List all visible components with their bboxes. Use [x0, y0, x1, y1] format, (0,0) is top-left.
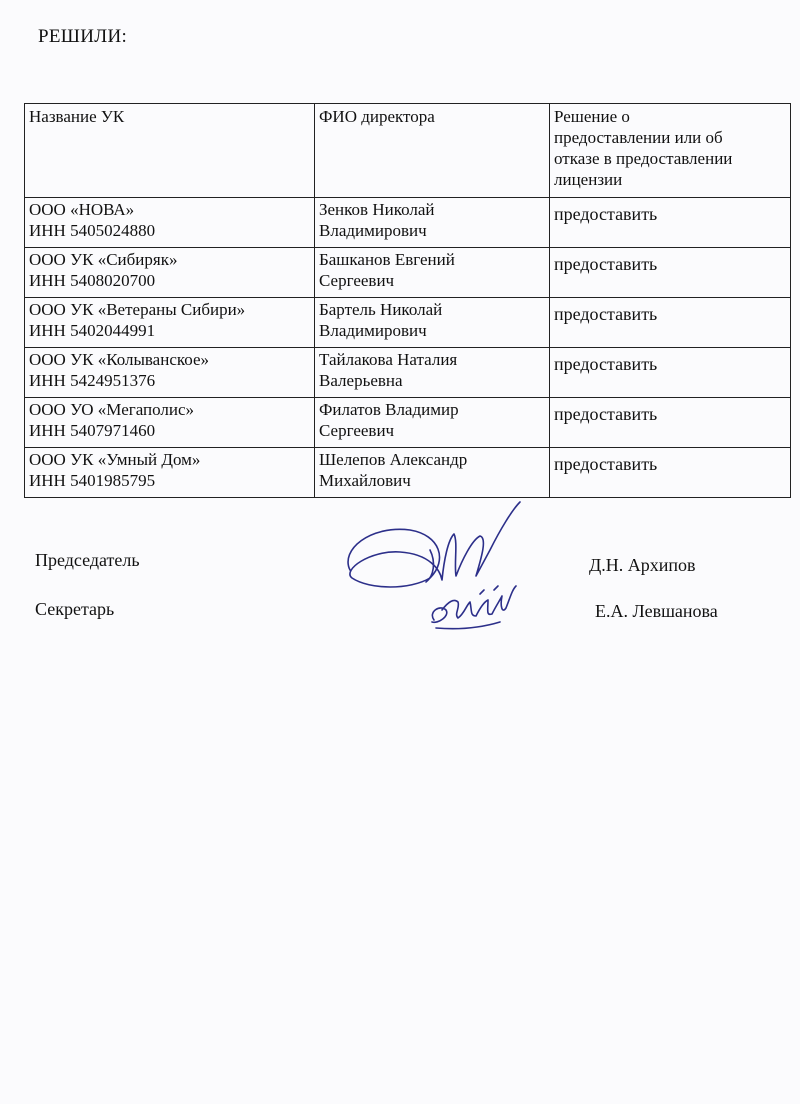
director-name-line: Бартель Николай — [319, 300, 443, 319]
secretary-signature-stroke — [436, 622, 500, 629]
decision-cell: предоставить — [550, 248, 791, 298]
company-name: ООО «НОВА» — [29, 200, 135, 219]
secretary-signature-stroke — [480, 586, 498, 594]
header-decision — [550, 104, 791, 198]
director-cell — [315, 298, 550, 348]
table-row — [25, 198, 791, 248]
license-decisions-table — [24, 103, 791, 498]
signature-graphic — [330, 490, 540, 650]
company-cell — [25, 348, 315, 398]
company-inn: ИНН 5402044991 — [29, 321, 156, 340]
company-name: ООО УК «Умный Дом» — [29, 450, 201, 469]
director-name-line: Владимирович — [319, 221, 427, 240]
header-decision-line: предоставлении или об — [554, 128, 723, 147]
company-inn: ИНН 5401985795 — [29, 471, 156, 490]
director-name-line: Валерьевна — [319, 371, 403, 390]
decision-heading: РЕШИЛИ: — [38, 26, 128, 47]
header-decision-line: Решение о — [554, 107, 630, 126]
director-name-line: Зенков Николай — [319, 200, 435, 219]
company-name: ООО УК «Ветераны Сибири» — [29, 300, 246, 319]
chairman-name: Д.Н. Архипов — [589, 555, 696, 575]
company-inn: ИНН 5405024880 — [29, 221, 156, 240]
director-name-line: Башканов Евгений — [319, 250, 455, 269]
chairman-role: Председатель — [35, 550, 140, 570]
company-name: ООО УО «Мегаполис» — [29, 400, 195, 419]
company-inn: ИНН 5408020700 — [29, 271, 156, 290]
table-row — [25, 248, 791, 298]
header-decision-line: отказе в предоставлении — [554, 149, 733, 168]
table-row — [25, 348, 791, 398]
secretary-role: Секретарь — [35, 599, 115, 619]
decision-cell: предоставить — [550, 448, 791, 498]
director-name-line: Шелепов Александр — [319, 450, 468, 469]
company-name: ООО УК «Колыванское» — [29, 350, 210, 369]
director-name-line: Тайлакова Наталия — [319, 350, 458, 369]
decision-cell: предоставить — [550, 398, 791, 448]
company-inn: ИНН 5424951376 — [29, 371, 156, 390]
secretary-signature-stroke — [432, 586, 516, 622]
director-cell — [315, 248, 550, 298]
company-cell — [25, 248, 315, 298]
decision-cell: предоставить — [550, 348, 791, 398]
director-cell — [315, 198, 550, 248]
decision-cell: предоставить — [550, 198, 791, 248]
table-row — [25, 398, 791, 448]
company-cell — [25, 198, 315, 248]
company-inn: ИНН 5407971460 — [29, 421, 156, 440]
director-name-line: Сергеевич — [319, 271, 395, 290]
chairman-signature-stroke — [348, 502, 520, 587]
handwritten-signatures — [330, 490, 540, 650]
director-name-line: Владимирович — [319, 321, 427, 340]
director-name-line: Сергеевич — [319, 421, 395, 440]
company-cell — [25, 398, 315, 448]
company-cell — [25, 448, 315, 498]
header-company: Название УК — [25, 104, 315, 198]
director-cell — [315, 398, 550, 448]
table-header-row — [25, 104, 791, 198]
director-name-line: Филатов Владимир — [319, 400, 459, 419]
director-cell — [315, 348, 550, 398]
table-row — [25, 298, 791, 348]
secretary-name: Е.А. Левшанова — [595, 601, 718, 621]
director-name-line: Михайлович — [319, 471, 411, 490]
header-decision-line: лицензии — [554, 170, 623, 189]
chairman-signature-stroke — [426, 550, 433, 582]
header-director: ФИО директора — [315, 104, 550, 198]
company-cell — [25, 298, 315, 348]
company-name: ООО УК «Сибиряк» — [29, 250, 178, 269]
decision-cell: предоставить — [550, 298, 791, 348]
